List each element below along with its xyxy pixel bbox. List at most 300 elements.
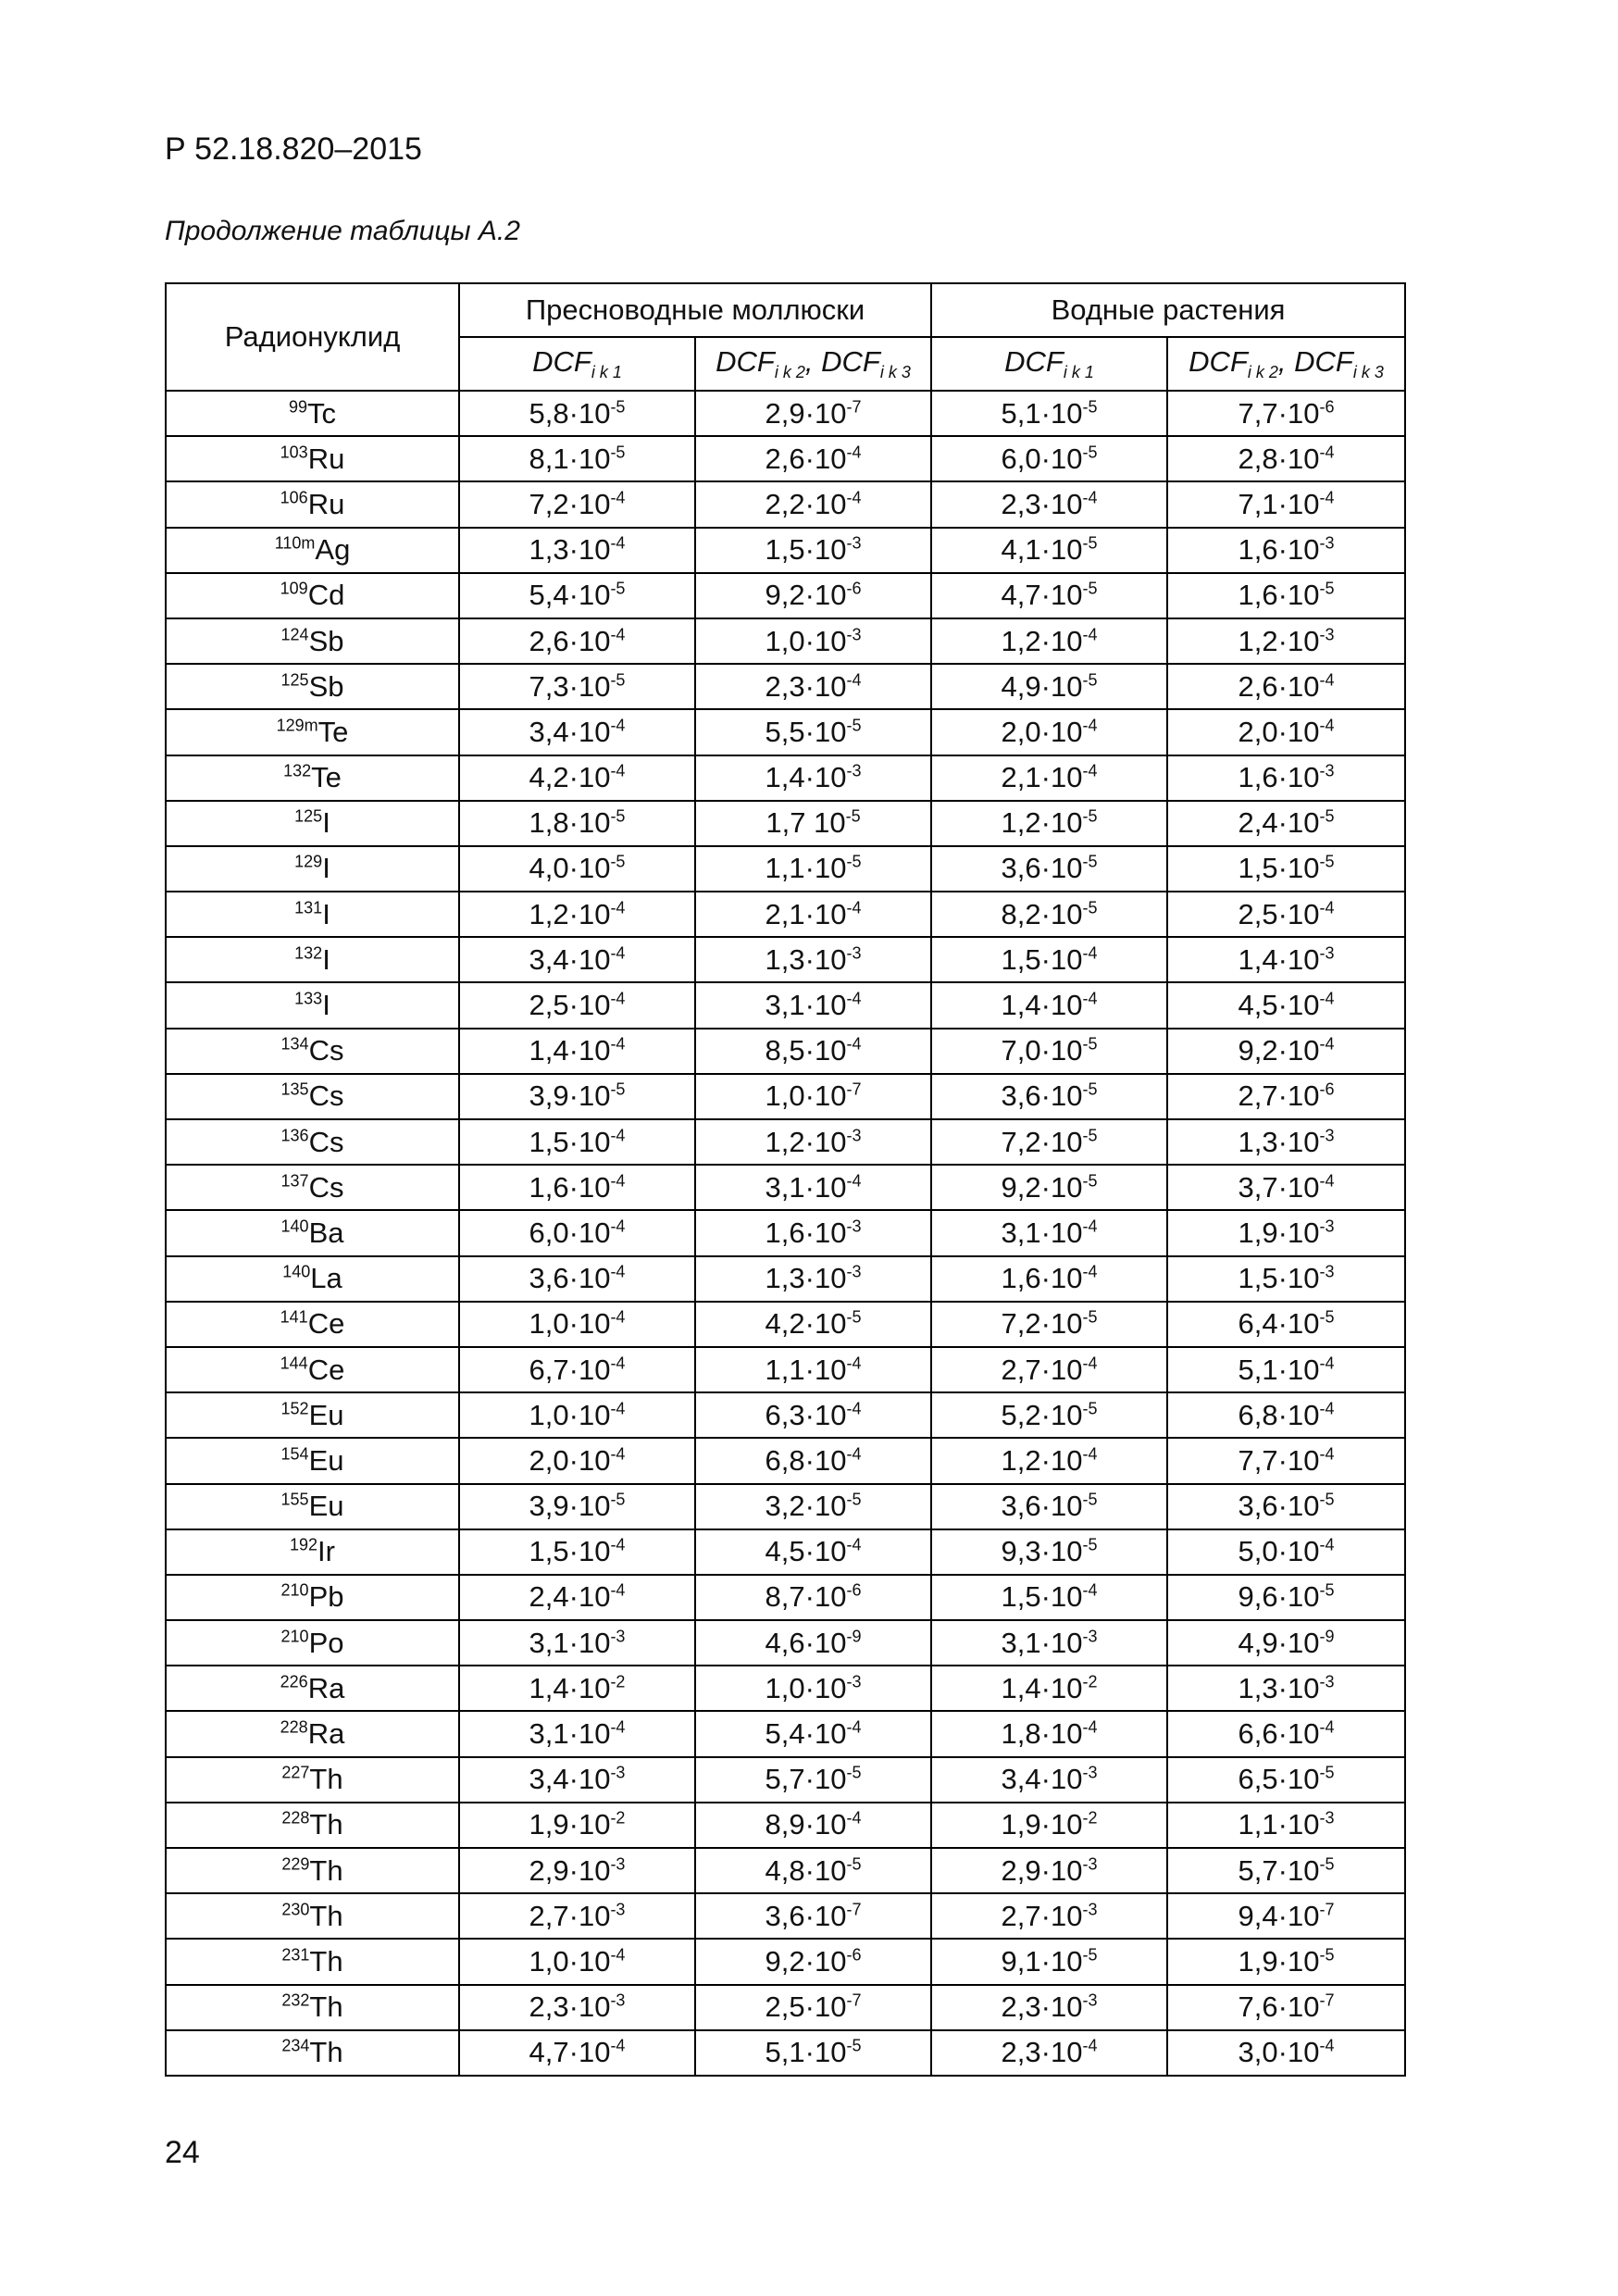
exponent: -6 — [846, 1945, 862, 1965]
radionuclide-cell: $^{133}$I — [166, 982, 459, 1028]
exponent: -5 — [846, 853, 862, 872]
value-cell: $9,1\cdot 10^{-5}$ — [931, 1939, 1167, 1984]
exponent: -3 — [1082, 1763, 1098, 1782]
value-cell: $4,5\cdot 10^{-4}$ — [695, 1529, 931, 1575]
value-cell: $7,2\cdot 10^{-4}$ — [459, 481, 695, 527]
exponent: -3 — [610, 1990, 626, 2010]
mass-number: 132 — [294, 943, 323, 963]
table-row — [166, 1484, 1405, 1529]
exponent: -2 — [610, 1672, 626, 1691]
value-cell: $7,6\cdot 10^{-7}$ — [1167, 1985, 1405, 2030]
exponent: -2 — [1082, 1809, 1098, 1828]
exponent: -3 — [846, 1262, 862, 1281]
value-cell: $1,8\cdot 10^{-4}$ — [931, 1711, 1167, 1756]
value-cell: $2,6\cdot 10^{-4}$ — [459, 618, 695, 664]
exponent: -5 — [610, 397, 626, 417]
value-cell: $7,7\cdot 10^{-6}$ — [1167, 391, 1405, 436]
mass-number: 234 — [281, 2037, 310, 2056]
table-row — [166, 618, 1405, 664]
exponent: -4 — [1082, 943, 1098, 963]
value-cell: $1,4\cdot 10^{-4}$ — [931, 982, 1167, 1028]
exponent: -5 — [610, 1080, 626, 1100]
exponent: -5 — [1082, 670, 1098, 690]
mass-number: 124 — [280, 625, 309, 644]
exponent: -4 — [846, 1809, 862, 1828]
mass-number: 110m — [274, 533, 316, 553]
value-cell: $7,2\cdot 10^{-5}$ — [931, 1119, 1167, 1165]
exponent: -5 — [1082, 1308, 1098, 1328]
exponent: -5 — [1319, 853, 1335, 872]
table-row — [166, 709, 1405, 755]
value-cell: $3,4\cdot 10^{-4}$ — [459, 709, 695, 755]
exponent: -4 — [846, 670, 862, 690]
value-cell: $9,2\cdot 10^{-6}$ — [695, 1939, 931, 1984]
exponent: -4 — [846, 1354, 862, 1373]
exponent: -3 — [846, 625, 862, 644]
value-cell: $2,0\cdot 10^{-4}$ — [1167, 709, 1405, 755]
table-caption: Продолжение таблицы А.2 — [165, 216, 520, 246]
table-row — [166, 1074, 1405, 1119]
exponent: -4 — [1082, 488, 1098, 507]
exponent: -7 — [846, 1900, 862, 1919]
table-row — [166, 1029, 1405, 1074]
value-cell: $4,5\cdot 10^{-4}$ — [1167, 982, 1405, 1028]
exponent: -5 — [610, 1490, 626, 1509]
value-cell: $1,1\cdot 10^{-5}$ — [695, 846, 931, 892]
value-cell: $5,1\cdot 10^{-5}$ — [931, 391, 1167, 436]
table-row — [166, 892, 1405, 937]
value-cell: $1,6\cdot 10^{-5}$ — [1167, 573, 1405, 618]
radionuclide-cell: $^{152}$Eu — [166, 1392, 459, 1438]
value-cell: $3,1\cdot 10^{-4}$ — [695, 982, 931, 1028]
exponent: -4 — [610, 1717, 626, 1737]
mass-number: 210 — [280, 1581, 309, 1601]
exponent: -9 — [1319, 1627, 1335, 1646]
subheader-subscript: i k 2 — [774, 363, 805, 382]
exponent: -7 — [1319, 1900, 1335, 1919]
mass-number: 135 — [280, 1080, 309, 1100]
exponent: -3 — [1319, 761, 1335, 780]
value-cell: $2,3\cdot 10^{-4}$ — [931, 2030, 1167, 2076]
exponent: -4 — [1082, 1262, 1098, 1281]
value-cell: $4,7\cdot 10^{-4}$ — [459, 2030, 695, 2076]
exponent: -4 — [1319, 989, 1335, 1008]
exponent: -4 — [1319, 1535, 1335, 1554]
value-cell: $1,3\cdot 10^{-3}$ — [695, 1256, 931, 1302]
exponent: -4 — [1319, 443, 1335, 462]
value-cell: $1,9\cdot 10^{-3}$ — [1167, 1210, 1405, 1255]
exponent: -3 — [1319, 533, 1335, 553]
exponent: -3 — [610, 1627, 626, 1646]
exponent: -4 — [1319, 1444, 1335, 1464]
radionuclide-cell: $^{230}$Th — [166, 1893, 459, 1939]
value-cell: $1,5\cdot 10^{-4}$ — [931, 937, 1167, 982]
radionuclide-cell: $^{106}$Ru — [166, 481, 459, 527]
value-cell: $3,2\cdot 10^{-5}$ — [695, 1484, 931, 1529]
exponent: -5 — [1082, 853, 1098, 872]
value-cell: $1,3\cdot 10^{-3}$ — [695, 937, 931, 982]
value-cell: $1,8\cdot 10^{-5}$ — [459, 801, 695, 846]
mass-number: 103 — [280, 443, 308, 462]
exponent: -6 — [846, 1581, 862, 1601]
value-cell: $1,0\cdot 10^{-4}$ — [459, 1302, 695, 1347]
exponent: -4 — [610, 625, 626, 644]
table-row — [166, 801, 1405, 846]
exponent: -4 — [1319, 1354, 1335, 1373]
exponent: -5 — [1319, 1945, 1335, 1965]
value-cell: $4,2\cdot 10^{-4}$ — [459, 755, 695, 801]
exponent: -4 — [610, 898, 626, 917]
mass-number: 152 — [280, 1399, 309, 1418]
exponent: -4 — [1319, 670, 1335, 690]
table-row — [166, 1392, 1405, 1438]
value-cell: $2,2\cdot 10^{-4}$ — [695, 481, 931, 527]
subheader-subscript: i k 3 — [879, 363, 911, 382]
value-cell: $1,6\cdot 10^{-4}$ — [459, 1165, 695, 1210]
exponent: -4 — [1319, 488, 1335, 507]
exponent: -4 — [610, 761, 626, 780]
exponent: -5 — [1319, 1854, 1335, 1874]
value-cell: $3,6\cdot 10^{-5}$ — [931, 1484, 1167, 1529]
value-cell: $1,6\cdot 10^{-3}$ — [1167, 528, 1405, 573]
table-row — [166, 1985, 1405, 2030]
value-cell: $7,1\cdot 10^{-4}$ — [1167, 481, 1405, 527]
exponent: -4 — [1319, 1717, 1335, 1737]
exponent: -5 — [1319, 1581, 1335, 1601]
subheader-dcf-3: $DCF_{i k 2}$, $DCF_{i k 3}$ — [1167, 337, 1405, 391]
exponent: -5 — [1082, 397, 1098, 417]
exponent: -5 — [846, 1854, 862, 1874]
exponent: -3 — [846, 1217, 862, 1236]
exponent: -5 — [610, 580, 626, 599]
exponent: -5 — [1082, 1034, 1098, 1054]
value-cell: $3,6\cdot 10^{-5}$ — [931, 1074, 1167, 1119]
table-row — [166, 1347, 1405, 1392]
value-cell: $2,4\cdot 10^{-5}$ — [1167, 801, 1405, 846]
value-cell: $2,4\cdot 10^{-4}$ — [459, 1575, 695, 1620]
value-cell: $5,5\cdot 10^{-5}$ — [695, 709, 931, 755]
exponent: -4 — [610, 1535, 626, 1554]
exponent: -5 — [846, 2037, 862, 2056]
radionuclide-cell: $^{140}$La — [166, 1256, 459, 1302]
radionuclide-cell: $^{144}$Ce — [166, 1347, 459, 1392]
value-cell: $8,5\cdot 10^{-4}$ — [695, 1029, 931, 1074]
value-cell: $3,6\cdot 10^{-5}$ — [1167, 1484, 1405, 1529]
table-row — [166, 1302, 1405, 1347]
exponent: -3 — [1319, 943, 1335, 963]
value-cell: $3,4\cdot 10^{-3}$ — [931, 1757, 1167, 1803]
value-cell: $8,9\cdot 10^{-4}$ — [695, 1803, 931, 1848]
table-row — [166, 481, 1405, 527]
value-cell: $3,4\cdot 10^{-3}$ — [459, 1757, 695, 1803]
table-row — [166, 1666, 1405, 1711]
mass-number: 137 — [280, 1171, 309, 1191]
exponent: -4 — [1082, 1354, 1098, 1373]
exponent: -4 — [1082, 625, 1098, 644]
radionuclide-cell: $^{210}$Pb — [166, 1575, 459, 1620]
value-cell: $6,8\cdot 10^{-4}$ — [695, 1438, 931, 1483]
subheader-subscript: i k 1 — [1063, 363, 1094, 382]
value-cell: $1,2\cdot 10^{-4}$ — [459, 892, 695, 937]
exponent: -5 — [846, 1490, 862, 1509]
value-cell: $1,2\cdot 10^{-3}$ — [695, 1119, 931, 1165]
exponent: -5 — [1082, 1490, 1098, 1509]
table-row — [166, 391, 1405, 436]
value-cell: $8,1\cdot 10^{-5}$ — [459, 436, 695, 481]
radionuclide-cell: $^{227}$Th — [166, 1757, 459, 1803]
table-row — [166, 1210, 1405, 1255]
exponent: -5 — [1082, 1535, 1098, 1554]
radionuclide-cell: $^{110m}$Ag — [166, 528, 459, 573]
radionuclide-cell: $^{140}$Ba — [166, 1210, 459, 1255]
exponent: -4 — [1319, 716, 1335, 735]
radionuclide-cell: $^{192}$Ir — [166, 1529, 459, 1575]
header-radionuclide: Радионуклид — [166, 283, 459, 391]
value-cell: $4,6\cdot 10^{-9}$ — [695, 1620, 931, 1666]
table-row — [166, 1119, 1405, 1165]
exponent: -5 — [1082, 1399, 1098, 1418]
value-cell: $5,4\cdot 10^{-5}$ — [459, 573, 695, 618]
exponent: -3 — [846, 533, 862, 553]
dcf-table — [165, 282, 1406, 2077]
exponent: -5 — [846, 1308, 862, 1328]
value-cell: $3,7\cdot 10^{-4}$ — [1167, 1165, 1405, 1210]
radionuclide-cell: $^{210}$Po — [166, 1620, 459, 1666]
exponent: -3 — [846, 1672, 862, 1691]
table-row — [166, 1529, 1405, 1575]
value-cell: $1,4\cdot 10^{-2}$ — [459, 1666, 695, 1711]
value-cell: $3,1\cdot 10^{-4}$ — [931, 1210, 1167, 1255]
value-cell: $1,0\cdot 10^{-3}$ — [695, 1666, 931, 1711]
value-cell: $1,4\cdot 10^{-4}$ — [459, 1029, 695, 1074]
mass-number: 136 — [280, 1126, 309, 1145]
value-cell: $1,5\cdot 10^{-4}$ — [459, 1119, 695, 1165]
exponent: -2 — [610, 1809, 626, 1828]
exponent: -3 — [1319, 1217, 1335, 1236]
value-cell: $2,3\cdot 10^{-3}$ — [931, 1985, 1167, 2030]
value-cell: $1,2\cdot 10^{-4}$ — [931, 1438, 1167, 1483]
radionuclide-cell: $^{99}$Tc — [166, 391, 459, 436]
page-number: 24 — [165, 2135, 200, 2170]
value-cell: $4,9\cdot 10^{-9}$ — [1167, 1620, 1405, 1666]
exponent: -3 — [846, 1126, 862, 1145]
mass-number: 226 — [280, 1672, 308, 1691]
exponent: -3 — [1319, 625, 1335, 644]
mass-number: 106 — [280, 488, 308, 507]
exponent: -5 — [1082, 806, 1098, 826]
subheader-subscript: i k 3 — [1352, 363, 1384, 382]
value-cell: $7,0\cdot 10^{-5}$ — [931, 1029, 1167, 1074]
exponent: -4 — [846, 1171, 862, 1191]
value-cell: $9,2\cdot 10^{-4}$ — [1167, 1029, 1405, 1074]
table-row — [166, 1893, 1405, 1939]
radionuclide-cell: $^{129}$I — [166, 846, 459, 892]
value-cell: $8,2\cdot 10^{-5}$ — [931, 892, 1167, 937]
radionuclide-cell: $^{229}$Th — [166, 1848, 459, 1893]
mass-number: 99 — [288, 397, 308, 417]
value-cell: $3,0\cdot 10^{-4}$ — [1167, 2030, 1405, 2076]
value-cell: $5,8\cdot 10^{-5}$ — [459, 391, 695, 436]
exponent: -4 — [1319, 898, 1335, 917]
value-cell: $2,0\cdot 10^{-4}$ — [459, 1438, 695, 1483]
radionuclide-cell: $^{226}$Ra — [166, 1666, 459, 1711]
exponent: -4 — [610, 989, 626, 1008]
exponent: -4 — [1082, 1581, 1098, 1601]
exponent: -4 — [1082, 716, 1098, 735]
exponent: -4 — [610, 716, 626, 735]
value-cell: $1,4\cdot 10^{-3}$ — [695, 755, 931, 801]
value-cell: $5,7\cdot 10^{-5}$ — [695, 1757, 931, 1803]
value-cell: $3,1\cdot 10^{-4}$ — [695, 1165, 931, 1210]
value-cell: $1,5\cdot 10^{-3}$ — [695, 528, 931, 573]
exponent: -6 — [846, 580, 862, 599]
exponent: -3 — [1319, 1809, 1335, 1828]
value-cell: $3,1\cdot 10^{-3}$ — [931, 1620, 1167, 1666]
exponent: -3 — [1082, 1990, 1098, 2010]
exponent: -3 — [610, 1900, 626, 1919]
exponent: -7 — [846, 1990, 862, 2010]
exponent: -5 — [1319, 1763, 1335, 1782]
exponent: -3 — [846, 761, 862, 780]
value-cell: $2,7\cdot 10^{-4}$ — [931, 1347, 1167, 1392]
table-row — [166, 1575, 1405, 1620]
value-cell: $3,9\cdot 10^{-5}$ — [459, 1484, 695, 1529]
value-cell: $4,2\cdot 10^{-5}$ — [695, 1302, 931, 1347]
mass-number: 155 — [280, 1490, 309, 1509]
exponent: -4 — [846, 488, 862, 507]
radionuclide-cell: $^{132}$Te — [166, 755, 459, 801]
radionuclide-cell: $^{103}$Ru — [166, 436, 459, 481]
exponent: -5 — [1082, 580, 1098, 599]
mass-number: 133 — [294, 989, 323, 1008]
value-cell: 1,7 $10^{-5}$ — [695, 801, 931, 846]
radionuclide-cell: $^{134}$Cs — [166, 1029, 459, 1074]
value-cell: $2,3\cdot 10^{-3}$ — [459, 1985, 695, 2030]
value-cell: $2,3\cdot 10^{-4}$ — [931, 481, 1167, 527]
exponent: -4 — [610, 1034, 626, 1054]
value-cell: $1,3\cdot 10^{-4}$ — [459, 528, 695, 573]
exponent: -4 — [610, 1308, 626, 1328]
exponent: -3 — [610, 1854, 626, 1874]
table-row — [166, 664, 1405, 709]
exponent: -3 — [1319, 1672, 1335, 1691]
value-cell: $2,5\cdot 10^{-4}$ — [459, 982, 695, 1028]
value-cell: $6,7\cdot 10^{-4}$ — [459, 1347, 695, 1392]
exponent: -4 — [846, 1399, 862, 1418]
value-cell: $9,6\cdot 10^{-5}$ — [1167, 1575, 1405, 1620]
table-row — [166, 1803, 1405, 1848]
value-cell: $9,2\cdot 10^{-6}$ — [695, 573, 931, 618]
value-cell: $2,1\cdot 10^{-4}$ — [931, 755, 1167, 801]
exponent: -5 — [1082, 898, 1098, 917]
exponent: -5 — [846, 716, 862, 735]
table-row — [166, 1939, 1405, 1984]
mass-number: 228 — [280, 1717, 308, 1737]
exponent: -3 — [1082, 1627, 1098, 1646]
exponent: -4 — [610, 1262, 626, 1281]
value-cell: $2,5\cdot 10^{-7}$ — [695, 1985, 931, 2030]
exponent: -4 — [846, 989, 862, 1008]
value-cell: $2,1\cdot 10^{-4}$ — [695, 892, 931, 937]
value-cell: $2,7\cdot 10^{-3}$ — [931, 1893, 1167, 1939]
value-cell: $4,9\cdot 10^{-5}$ — [931, 664, 1167, 709]
exponent: -4 — [846, 1535, 862, 1554]
value-cell: $2,9\cdot 10^{-7}$ — [695, 391, 931, 436]
exponent: -4 — [610, 1171, 626, 1191]
value-cell: $1,6\cdot 10^{-4}$ — [931, 1256, 1167, 1302]
mass-number: 144 — [280, 1354, 308, 1373]
table-row — [166, 436, 1405, 481]
radionuclide-cell: $^{228}$Ra — [166, 1711, 459, 1756]
value-cell: $1,3\cdot 10^{-3}$ — [1167, 1666, 1405, 1711]
table-row — [166, 1256, 1405, 1302]
table-row — [166, 2030, 1405, 2076]
exponent: -4 — [1082, 761, 1098, 780]
exponent: -3 — [846, 943, 862, 963]
mass-number: 129m — [276, 716, 318, 735]
value-cell: $7,2\cdot 10^{-5}$ — [931, 1302, 1167, 1347]
value-cell: $6,6\cdot 10^{-4}$ — [1167, 1711, 1405, 1756]
exponent: -5 — [845, 806, 861, 826]
radionuclide-cell: $^{154}$Eu — [166, 1438, 459, 1483]
radionuclide-cell: $^{231}$Th — [166, 1939, 459, 1984]
value-cell: $2,8\cdot 10^{-4}$ — [1167, 436, 1405, 481]
value-cell: $1,3\cdot 10^{-3}$ — [1167, 1119, 1405, 1165]
table-row — [166, 528, 1405, 573]
exponent: -4 — [1082, 1444, 1098, 1464]
value-cell: $2,3\cdot 10^{-4}$ — [695, 664, 931, 709]
value-cell: $3,4\cdot 10^{-4}$ — [459, 937, 695, 982]
exponent: -5 — [610, 443, 626, 462]
radionuclide-cell: $^{136}$Cs — [166, 1119, 459, 1165]
value-cell: $2,5\cdot 10^{-4}$ — [1167, 892, 1405, 937]
value-cell: $2,9\cdot 10^{-3}$ — [459, 1848, 695, 1893]
value-cell: $1,5\cdot 10^{-3}$ — [1167, 1256, 1405, 1302]
radionuclide-cell: $^{125}$I — [166, 801, 459, 846]
value-cell: $6,0\cdot 10^{-5}$ — [931, 436, 1167, 481]
value-cell: $2,6\cdot 10^{-4}$ — [695, 436, 931, 481]
value-cell: $1,2\cdot 10^{-4}$ — [931, 618, 1167, 664]
exponent: -4 — [846, 1444, 862, 1464]
exponent: -4 — [610, 1399, 626, 1418]
header-freshwater-mollusks: Пресноводные моллюски — [459, 283, 931, 337]
exponent: -5 — [846, 1763, 862, 1782]
mass-number: 141 — [280, 1308, 308, 1328]
value-cell: $7,3\cdot 10^{-5}$ — [459, 664, 695, 709]
value-cell: $2,9\cdot 10^{-3}$ — [931, 1848, 1167, 1893]
exponent: -5 — [1082, 1126, 1098, 1145]
value-cell: $3,6\cdot 10^{-7}$ — [695, 1893, 931, 1939]
value-cell: $5,7\cdot 10^{-5}$ — [1167, 1848, 1405, 1893]
value-cell: $3,1\cdot 10^{-4}$ — [459, 1711, 695, 1756]
exponent: -5 — [1082, 443, 1098, 462]
radionuclide-cell: $^{109}$Cd — [166, 573, 459, 618]
radionuclide-cell: $^{129m}$Te — [166, 709, 459, 755]
radionuclide-cell: $^{124}$Sb — [166, 618, 459, 664]
exponent: -4 — [1082, 1717, 1098, 1737]
value-cell: $1,9\cdot 10^{-2}$ — [459, 1803, 695, 1848]
table-row — [166, 937, 1405, 982]
value-cell: $4,0\cdot 10^{-5}$ — [459, 846, 695, 892]
value-cell: $3,9\cdot 10^{-5}$ — [459, 1074, 695, 1119]
exponent: -5 — [1319, 1490, 1335, 1509]
radionuclide-cell: $^{234}$Th — [166, 2030, 459, 2076]
exponent: -5 — [1082, 533, 1098, 553]
value-cell: $4,1\cdot 10^{-5}$ — [931, 528, 1167, 573]
value-cell: $1,2\cdot 10^{-5}$ — [931, 801, 1167, 846]
exponent: -5 — [610, 670, 626, 690]
table-row — [166, 755, 1405, 801]
